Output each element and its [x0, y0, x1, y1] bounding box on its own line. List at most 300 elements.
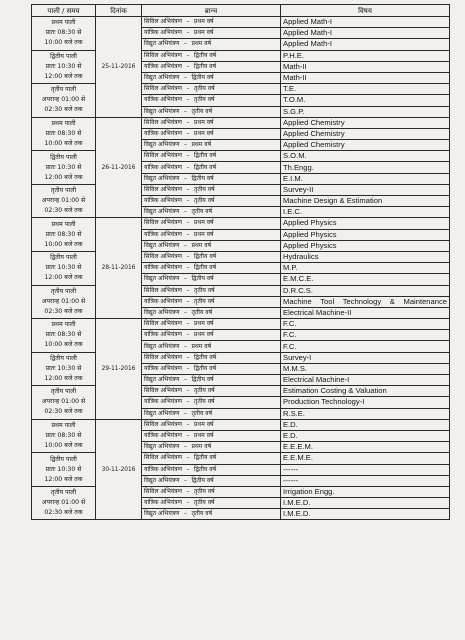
branch-year: द्वितीय वर्ष	[193, 163, 217, 171]
subject-cell: E.E.E.M.	[281, 442, 450, 453]
subject-cell: Production Technology-I	[281, 397, 450, 408]
table-row	[32, 453, 450, 464]
branch-year: प्रथम वर्ष	[193, 432, 214, 440]
branch-cell	[142, 375, 281, 386]
shift-cell	[32, 419, 96, 453]
subject-cell: D.R.C.S.	[281, 285, 450, 296]
shift-line: अपरान्ह 01:00 से	[41, 297, 86, 305]
subject-cell: Irrigation Engg.	[281, 486, 450, 497]
branch-name: सिविल अभियंत्रण	[144, 454, 182, 462]
branch-year: तृतीय वर्ष	[193, 286, 215, 294]
branch-cell	[142, 196, 281, 207]
branch-separator: –	[183, 308, 187, 316]
branch-cell	[142, 453, 281, 464]
branch-cell	[142, 128, 281, 139]
branch-separator: –	[186, 29, 190, 37]
branch-name: सिविल अभियंत्रण	[144, 18, 182, 26]
branch-name: यांत्रिक अभियंत्रण	[144, 398, 182, 406]
shift-line: 12:00 बजे तक	[44, 274, 83, 282]
branch-name: यांत्रिक अभियंत्रण	[144, 197, 182, 205]
branch-name: सिविल अभियंत्रण	[144, 219, 182, 227]
shift-line: तृतीय पाली	[50, 489, 77, 497]
date-cell: 28-11-2016	[96, 218, 142, 319]
branch-year: द्वितीय वर्ष	[193, 253, 217, 261]
branch-name: विद्युत अभियंत्रण	[144, 510, 180, 518]
branch-cell	[142, 486, 281, 497]
table-row	[32, 419, 450, 430]
branch-year: तृतीय वर्ष	[191, 510, 213, 518]
shift-line: द्वितीय पाली	[50, 455, 77, 463]
branch-cell	[142, 430, 281, 441]
shift-line: 10:00 बजे तक	[44, 39, 83, 47]
branch-year: द्वितीय वर्ष	[193, 465, 217, 473]
branch-name: यांत्रिक अभियंत्रण	[144, 29, 182, 37]
subject-cell: Survey-II	[281, 184, 450, 195]
branch-name: विद्युत अभियंत्रण	[144, 208, 180, 216]
header-subject: विषय	[281, 5, 450, 17]
branch-separator: –	[186, 185, 190, 193]
branch-separator: –	[186, 85, 190, 93]
table-row	[32, 184, 450, 195]
subject-cell: ------	[281, 464, 450, 475]
header-shift-time: पाली / समय	[32, 5, 96, 17]
branch-year: तृतीय वर्ष	[191, 409, 213, 417]
branch-separator: –	[183, 141, 187, 149]
shift-cell	[32, 453, 96, 487]
shift-line: तृतीय पाली	[50, 287, 77, 295]
branch-cell	[142, 229, 281, 240]
branch-cell	[142, 397, 281, 408]
subject-cell: P.H.E.	[281, 50, 450, 61]
branch-name: यांत्रिक अभियंत्रण	[144, 364, 182, 372]
branch-year: तृतीय वर्ष	[193, 85, 215, 93]
subject-cell: Hydraulics	[281, 251, 450, 262]
branch-year: तृतीय वर्ष	[191, 308, 213, 316]
branch-name: विद्युत अभियंत्रण	[144, 241, 180, 249]
subject-cell: I.M.E.D.	[281, 509, 450, 520]
branch-year: द्वितीय वर्ष	[193, 264, 217, 272]
branch-cell	[142, 61, 281, 72]
shift-line: तृतीय पाली	[50, 388, 77, 396]
shift-cell	[32, 184, 96, 218]
branch-name: विद्युत अभियंत्रण	[144, 308, 180, 316]
branch-separator: –	[186, 51, 190, 59]
branch-separator: –	[186, 163, 190, 171]
branch-year: द्वितीय वर्ष	[193, 353, 217, 361]
branch-separator: –	[186, 129, 190, 137]
branch-cell	[142, 207, 281, 218]
branch-separator: –	[183, 174, 187, 182]
branch-separator: –	[183, 241, 187, 249]
branch-separator: –	[186, 398, 190, 406]
branch-year: प्रथम वर्ष	[191, 241, 212, 249]
shift-line: 12:00 बजे तक	[44, 72, 83, 80]
subject-cell: E.M.C.E.	[281, 274, 450, 285]
branch-year: द्वितीय वर्ष	[191, 476, 214, 484]
branch-name: विद्युत अभियंत्रण	[144, 74, 180, 82]
branch-cell	[142, 184, 281, 195]
branch-name: विद्युत अभियंत्रण	[144, 107, 180, 115]
branch-name: विद्युत अभियंत्रण	[144, 342, 180, 350]
table-row	[32, 151, 450, 162]
branch-year: प्रथम वर्ष	[193, 320, 214, 328]
subject-cell: T.O.M.	[281, 95, 450, 106]
subject-cell: Survey-I	[281, 352, 450, 363]
date-cell: 26-11-2016	[96, 117, 142, 218]
shift-line: प्रातः 08:30 से	[45, 331, 82, 339]
branch-separator: –	[186, 197, 190, 205]
shift-line: 12:00 बजे तक	[44, 475, 83, 483]
branch-separator: –	[186, 499, 190, 507]
branch-separator: –	[186, 264, 190, 272]
branch-name: विद्युत अभियंत्रण	[144, 275, 180, 283]
branch-name: यांत्रिक अभियंत्रण	[144, 499, 182, 507]
shift-line: प्रातः 10:30 से	[45, 465, 82, 473]
shift-cell	[32, 17, 96, 51]
branch-name: विद्युत अभियंत्रण	[144, 174, 180, 182]
subject-cell: Applied Physics	[281, 218, 450, 229]
header-date: दिनांक	[96, 5, 142, 17]
shift-line: 12:00 बजे तक	[44, 374, 83, 382]
shift-cell	[32, 218, 96, 252]
branch-separator: –	[186, 432, 190, 440]
branch-cell	[142, 251, 281, 262]
subject-cell: Machine Design & Estimation	[281, 196, 450, 207]
branch-year: तृतीय वर्ष	[193, 499, 215, 507]
shift-line: प्रातः 10:30 से	[45, 62, 82, 70]
branch-name: विद्युत अभियंत्रण	[144, 376, 180, 384]
branch-separator: –	[186, 18, 190, 26]
header-row	[32, 5, 450, 17]
branch-separator: –	[186, 454, 190, 462]
branch-cell	[142, 509, 281, 520]
branch-name: सिविल अभियंत्रण	[144, 185, 182, 193]
subject-cell: R.S.E.	[281, 408, 450, 419]
shift-line: द्वितीय पाली	[50, 52, 77, 60]
shift-line: प्रथम पाली	[51, 321, 76, 329]
branch-separator: –	[186, 387, 190, 395]
subject-cell: T.E.	[281, 84, 450, 95]
shift-cell	[32, 251, 96, 285]
branch-cell	[142, 475, 281, 486]
branch-cell	[142, 39, 281, 50]
branch-cell	[142, 218, 281, 229]
shift-line: प्रथम पाली	[51, 422, 76, 430]
subject-cell: E.D.	[281, 419, 450, 430]
shift-line: 02:30 बजे तक	[44, 307, 83, 315]
table-row	[32, 386, 450, 397]
branch-year: प्रथम वर्ष	[193, 219, 214, 227]
subject-cell: M.P.	[281, 263, 450, 274]
branch-cell	[142, 106, 281, 117]
shift-line: तृतीय पाली	[50, 86, 77, 94]
shift-cell	[32, 285, 96, 319]
branch-cell	[142, 173, 281, 184]
shift-line: द्वितीय पाली	[50, 354, 77, 362]
shift-line: 10:00 बजे तक	[44, 442, 83, 450]
branch-year: प्रथम वर्ष	[193, 129, 214, 137]
branch-separator: –	[183, 342, 187, 350]
branch-cell	[142, 498, 281, 509]
subject-cell: S.G.P.	[281, 106, 450, 117]
branch-name: विद्युत अभियंत्रण	[144, 409, 180, 417]
shift-cell	[32, 319, 96, 353]
shift-line: प्रातः 10:30 से	[45, 264, 82, 272]
branch-separator: –	[186, 487, 190, 495]
branch-cell	[142, 17, 281, 28]
subject-cell: I.E.C.	[281, 207, 450, 218]
branch-cell	[142, 386, 281, 397]
shift-line: 02:30 बजे तक	[44, 207, 83, 215]
subject-cell: E.I.M.	[281, 173, 450, 184]
branch-name: सिविल अभियंत्रण	[144, 51, 182, 59]
shift-line: प्रातः 08:30 से	[45, 230, 82, 238]
branch-cell	[142, 84, 281, 95]
shift-line: प्रातः 08:30 से	[45, 29, 82, 37]
branch-year: प्रथम वर्ष	[193, 230, 214, 238]
subject-cell: E.E.M.E.	[281, 453, 450, 464]
branch-name: सिविल अभियंत्रण	[144, 320, 182, 328]
branch-year: तृतीय वर्ष	[193, 487, 215, 495]
branch-separator: –	[183, 107, 187, 115]
branch-name: सिविल अभियंत्रण	[144, 118, 182, 126]
subject-cell: Applied Math-I	[281, 17, 450, 28]
subject-cell: E.D.	[281, 430, 450, 441]
branch-year: द्वितीय वर्ष	[193, 152, 217, 160]
shift-line: 10:00 बजे तक	[44, 341, 83, 349]
date-cell: 25-11-2016	[96, 17, 142, 118]
shift-line: प्रातः 10:30 से	[45, 364, 82, 372]
branch-year: तृतीय वर्ष	[193, 96, 215, 104]
header-branch: ब्रान्च	[142, 5, 281, 17]
shift-cell	[32, 486, 96, 520]
branch-separator: –	[186, 118, 190, 126]
table-row	[32, 319, 450, 330]
branch-name: विद्युत अभियंत्रण	[144, 40, 180, 48]
subject-cell: Applied Math-I	[281, 39, 450, 50]
branch-year: तृतीय वर्ष	[193, 387, 215, 395]
shift-line: द्वितीय पाली	[50, 153, 77, 161]
branch-separator: –	[186, 465, 190, 473]
branch-year: द्वितीय वर्ष	[193, 454, 217, 462]
branch-separator: –	[183, 74, 187, 82]
branch-name: यांत्रिक अभियंत्रण	[144, 96, 182, 104]
branch-cell	[142, 117, 281, 128]
branch-cell	[142, 140, 281, 151]
table-row	[32, 486, 450, 497]
branch-year: द्वितीय वर्ष	[193, 51, 217, 59]
branch-cell	[142, 285, 281, 296]
branch-year: द्वितीय वर्ष	[191, 74, 214, 82]
table-row	[32, 218, 450, 229]
branch-separator: –	[186, 286, 190, 294]
branch-cell	[142, 341, 281, 352]
branch-cell	[142, 72, 281, 83]
table-row	[32, 285, 450, 296]
shift-line: प्रथम पाली	[51, 19, 76, 27]
branch-year: प्रथम वर्ष	[191, 342, 212, 350]
branch-cell	[142, 352, 281, 363]
shift-cell	[32, 84, 96, 118]
shift-cell	[32, 50, 96, 84]
shift-line: प्रथम पाली	[51, 220, 76, 228]
branch-name: यांत्रिक अभियंत्रण	[144, 432, 182, 440]
shift-line: अपरान्ह 01:00 से	[41, 96, 86, 104]
branch-separator: –	[183, 40, 187, 48]
subject-cell: I.M.E.D.	[281, 498, 450, 509]
subject-cell: Applied Chemistry	[281, 140, 450, 151]
branch-year: तृतीय वर्ष	[193, 185, 215, 193]
shift-line: प्रातः 08:30 से	[45, 129, 82, 137]
branch-year: द्वितीय वर्ष	[191, 174, 214, 182]
branch-name: सिविल अभियंत्रण	[144, 487, 182, 495]
timetable-body	[32, 17, 450, 520]
shift-line: अपरान्ह 01:00 से	[41, 398, 86, 406]
table-row	[32, 352, 450, 363]
shift-line: 10:00 बजे तक	[44, 139, 83, 147]
branch-cell	[142, 442, 281, 453]
branch-name: सिविल अभियंत्रण	[144, 253, 182, 261]
branch-year: द्वितीय वर्ष	[193, 364, 217, 372]
shift-line: तृतीय पाली	[50, 187, 77, 195]
branch-cell	[142, 162, 281, 173]
branch-name: यांत्रिक अभियंत्रण	[144, 62, 182, 70]
branch-name: सिविल अभियंत्रण	[144, 353, 182, 361]
branch-separator: –	[186, 253, 190, 261]
branch-year: तृतीय वर्ष	[193, 398, 215, 406]
subject-cell: F.C.	[281, 330, 450, 341]
branch-year: तृतीय वर्ष	[193, 197, 215, 205]
branch-cell	[142, 419, 281, 430]
date-cell: 29-11-2016	[96, 319, 142, 420]
shift-cell	[32, 386, 96, 420]
branch-cell	[142, 319, 281, 330]
shift-cell	[32, 151, 96, 185]
table-row	[32, 50, 450, 61]
branch-cell	[142, 330, 281, 341]
branch-separator: –	[183, 443, 187, 451]
shift-line: 10:00 बजे तक	[44, 240, 83, 248]
table-row	[32, 251, 450, 262]
branch-name: सिविल अभियंत्रण	[144, 286, 182, 294]
subject-cell: F.C.	[281, 319, 450, 330]
branch-name: सिविल अभियंत्रण	[144, 152, 182, 160]
branch-separator: –	[183, 510, 187, 518]
branch-year: प्रथम वर्ष	[191, 443, 212, 451]
branch-name: यांत्रिक अभियंत्रण	[144, 129, 182, 137]
branch-name: यांत्रिक अभियंत्रण	[144, 264, 182, 272]
shift-line: प्रथम पाली	[51, 119, 76, 127]
shift-line: द्वितीय पाली	[50, 254, 77, 262]
branch-name: यांत्रिक अभियंत्रण	[144, 331, 182, 339]
branch-separator: –	[186, 230, 190, 238]
branch-name: यांत्रिक अभियंत्रण	[144, 163, 182, 171]
branch-cell	[142, 28, 281, 39]
branch-separator: –	[186, 331, 190, 339]
branch-separator: –	[186, 62, 190, 70]
branch-cell	[142, 408, 281, 419]
branch-year: तृतीय वर्ष	[191, 208, 213, 216]
subject-cell: Applied Physics	[281, 240, 450, 251]
subject-cell: Applied Math-I	[281, 28, 450, 39]
branch-name: सिविल अभियंत्रण	[144, 420, 182, 428]
subject-cell: S.O.M.	[281, 151, 450, 162]
branch-name: विद्युत अभियंत्रण	[144, 476, 180, 484]
branch-year: द्वितीय वर्ष	[191, 275, 214, 283]
shift-line: अपरान्ह 01:00 से	[41, 499, 86, 507]
branch-year: प्रथम वर्ष	[191, 40, 212, 48]
branch-separator: –	[183, 208, 187, 216]
branch-name: सिविल अभियंत्रण	[144, 85, 182, 93]
subject-cell: Electrical Machine-II	[281, 307, 450, 318]
subject-cell: Th.Engg.	[281, 162, 450, 173]
branch-year: द्वितीय वर्ष	[191, 376, 214, 384]
subject-cell: M.M.S.	[281, 363, 450, 374]
branch-cell	[142, 307, 281, 318]
subject-cell: Estimation Costing & Valuation	[281, 386, 450, 397]
branch-separator: –	[183, 476, 187, 484]
shift-cell	[32, 352, 96, 386]
branch-separator: –	[186, 364, 190, 372]
branch-separator: –	[186, 96, 190, 104]
branch-separator: –	[186, 152, 190, 160]
subject-cell: Applied Chemistry	[281, 117, 450, 128]
branch-cell	[142, 240, 281, 251]
branch-name: विद्युत अभियंत्रण	[144, 141, 180, 149]
branch-separator: –	[186, 353, 190, 361]
table-row	[32, 84, 450, 95]
exam-timetable	[31, 4, 450, 520]
branch-cell	[142, 151, 281, 162]
branch-cell	[142, 274, 281, 285]
branch-separator: –	[183, 376, 187, 384]
branch-year: प्रथम वर्ष	[193, 118, 214, 126]
branch-separator: –	[183, 409, 187, 417]
branch-separator: –	[186, 320, 190, 328]
branch-cell	[142, 95, 281, 106]
shift-line: प्रातः 10:30 से	[45, 163, 82, 171]
branch-year: प्रथम वर्ष	[193, 18, 214, 26]
subject-cell: Math-II	[281, 61, 450, 72]
branch-name: सिविल अभियंत्रण	[144, 387, 182, 395]
branch-name: यांत्रिक अभियंत्रण	[144, 297, 182, 305]
shift-line: 12:00 बजे तक	[44, 173, 83, 181]
branch-name: यांत्रिक अभियंत्रण	[144, 465, 182, 473]
branch-cell	[142, 263, 281, 274]
branch-cell	[142, 50, 281, 61]
shift-cell	[32, 117, 96, 151]
branch-name: यांत्रिक अभियंत्रण	[144, 230, 182, 238]
branch-year: प्रथम वर्ष	[193, 29, 214, 37]
subject-cell: ------	[281, 475, 450, 486]
branch-cell	[142, 363, 281, 374]
subject-cell: Applied Physics	[281, 229, 450, 240]
shift-line: प्रातः 08:30 से	[45, 432, 82, 440]
date-cell: 30-11-2016	[96, 419, 142, 520]
subject-cell: Math-II	[281, 72, 450, 83]
branch-separator: –	[186, 297, 190, 305]
branch-cell	[142, 464, 281, 475]
branch-separator: –	[186, 420, 190, 428]
table-row	[32, 17, 450, 28]
branch-year: प्रथम वर्ष	[193, 331, 214, 339]
subject-cell: Applied Chemistry	[281, 128, 450, 139]
branch-name: विद्युत अभियंत्रण	[144, 443, 180, 451]
shift-line: अपरान्ह 01:00 से	[41, 197, 86, 205]
subject-cell: Electrical Machine-I	[281, 375, 450, 386]
subject-cell: F.C.	[281, 341, 450, 352]
branch-year: तृतीय वर्ष	[191, 107, 213, 115]
